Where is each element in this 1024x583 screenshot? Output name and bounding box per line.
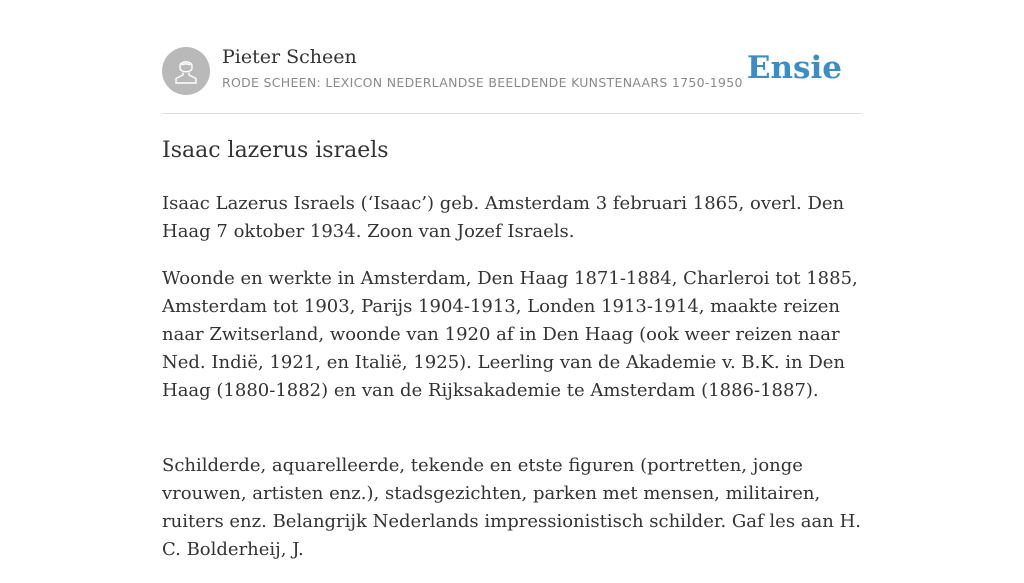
paragraph-spacer [162,424,862,452]
ensie-logo[interactable]: Ensie [746,50,842,86]
header-divider [162,113,862,114]
paragraph-biography: Woonde en werkte in Amsterdam, Den Haag 1871-1884, Charleroi tot 1885, Amsterdam tot 1903, Parijs 1904-1913, Londen 1913-1914, maakte reizen naar Zwitserland, woonde van 1920 af in Den Haag (ook weer reizen naar Ned. Indië, 1921, en Italië, 1925). Leerling van de Akademie v. B.K. in Den Haag (1880-1882) en van de Rijksakademie te Amsterdam (1886-1887). [162,268,858,401]
article-title: Isaac lazerus israels [162,138,389,163]
article-body [162,190,862,583]
user-avatar-icon [174,57,198,85]
paragraph-intro: Isaac Lazerus Israels (‘Isaac’) geb. Amsterdam 3 februari 1865, overl. Den Haag 7 oktober 1934. Zoon van Jozef Israels. [162,193,845,242]
author-name[interactable]: Pieter Scheen [222,46,357,68]
paragraph-work: Schilderde, aquarelleerde, tekende en etste figuren (portretten, jonge vrouwen, artisten enz.), stadsgezichten, parken met mensen, militairen, ruiters enz. Belangrijk Nederlands impressionistisch schilder. Gaf les aan H. C. Bolderheij, J. [162,455,861,560]
author-avatar[interactable] [162,47,210,95]
article-header [162,46,862,96]
source-title[interactable]: RODE SCHEEN: LEXICON NEDERLANDSE BEELDENDE KUNSTENAARS 1750-1950 [222,75,743,90]
